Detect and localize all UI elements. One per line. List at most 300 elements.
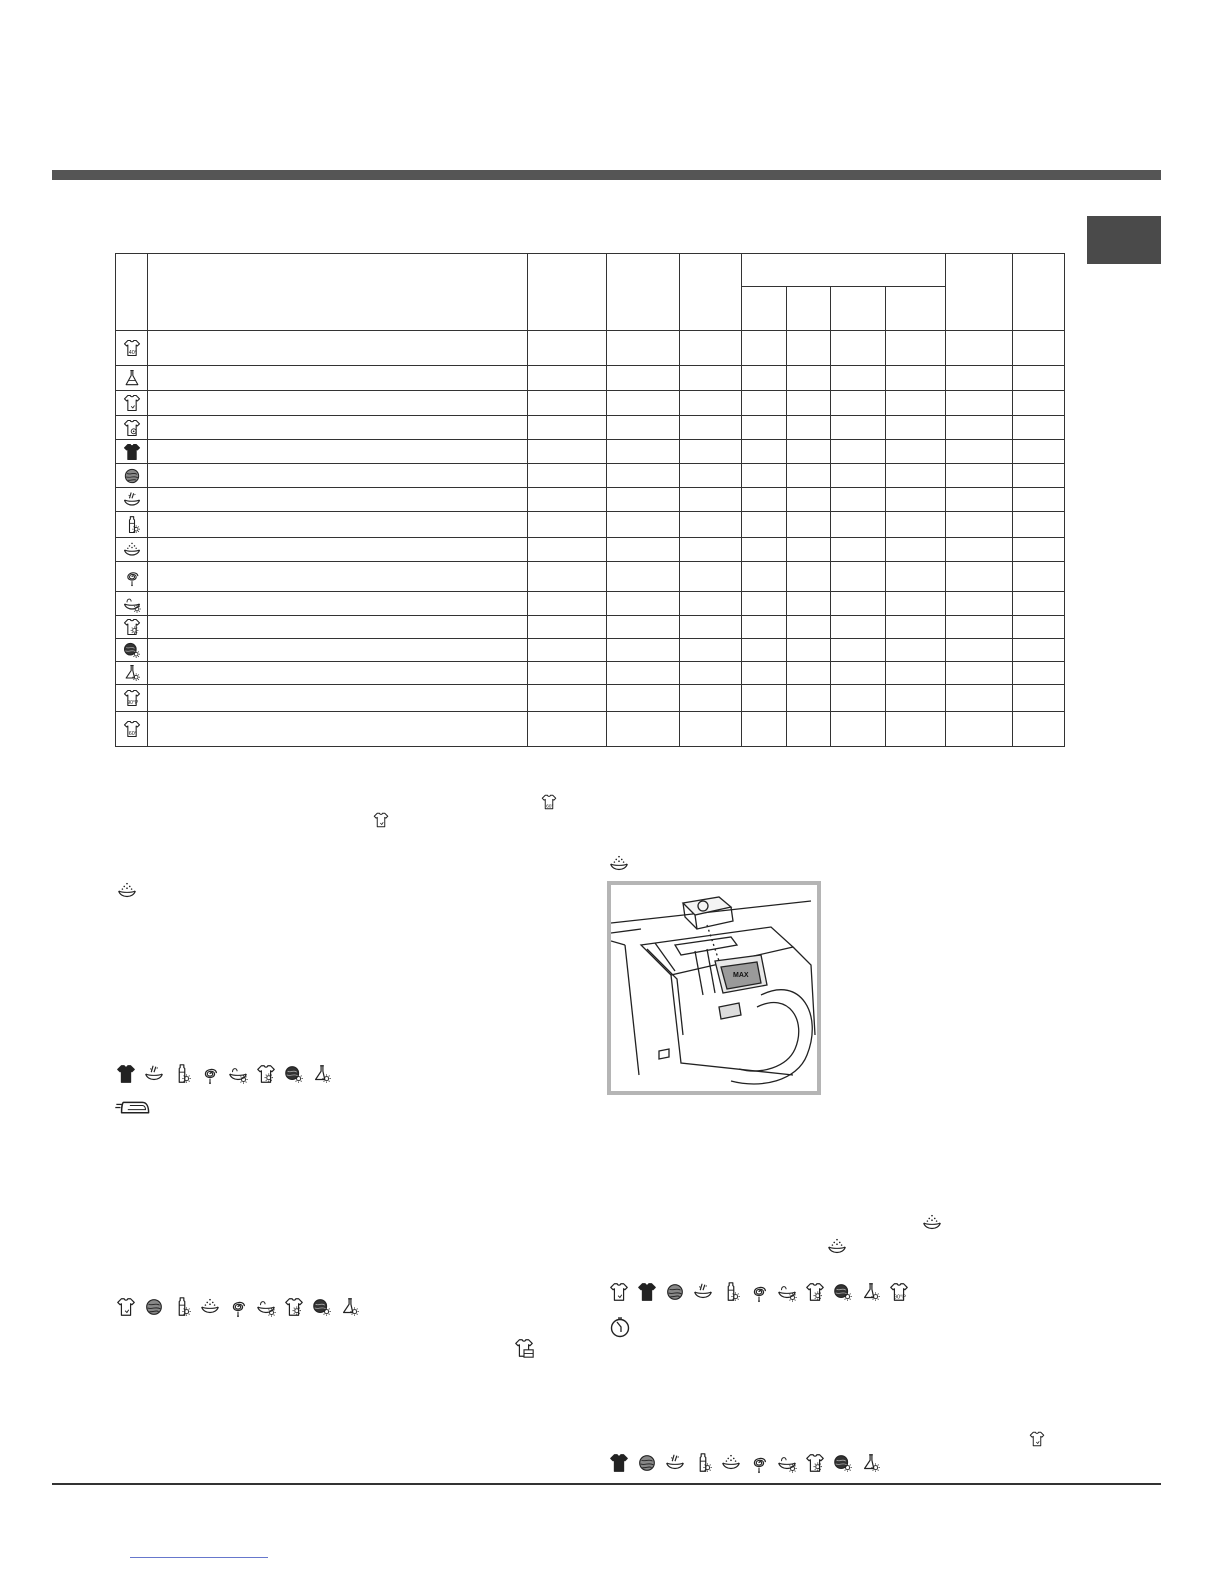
baby-bottle-icon-glyph xyxy=(171,1063,193,1085)
table-row xyxy=(116,416,1065,440)
header-subcell xyxy=(787,287,831,331)
left-icon-row-2 xyxy=(115,1296,361,1318)
baby-bottle-icon xyxy=(122,515,142,535)
flask-sun-icon-glyph xyxy=(339,1296,361,1318)
left-iron-icon-wrap xyxy=(115,1094,151,1119)
table-cell xyxy=(742,464,787,488)
flask-sun-icon-glyph xyxy=(860,1281,882,1303)
tshirt-small-icon xyxy=(372,811,390,829)
basin-drops-icon xyxy=(720,1452,742,1474)
table-cell xyxy=(528,538,607,562)
header-cell xyxy=(528,254,607,331)
table-cell xyxy=(946,331,1013,366)
table-cell xyxy=(528,440,607,464)
table-cell xyxy=(1013,538,1065,562)
table-cell xyxy=(528,512,607,538)
dark-wool-sun-icon xyxy=(832,1281,854,1303)
basin-drops-icon-glyph xyxy=(608,853,630,875)
dark-wool-sun-icon xyxy=(283,1063,305,1085)
table-cell xyxy=(148,685,528,712)
spiral-flower-icon-glyph xyxy=(748,1452,770,1474)
table-cell xyxy=(607,662,680,685)
eco-basin-icon xyxy=(776,1452,798,1474)
table-row xyxy=(116,331,1065,366)
table-row xyxy=(116,712,1065,747)
basin-hand-icon xyxy=(143,1063,165,1085)
table-cell xyxy=(946,662,1013,685)
tshirt-filled-icon xyxy=(636,1281,658,1303)
table-cell xyxy=(946,488,1013,512)
table-row xyxy=(116,662,1065,685)
tshirt-small-icon xyxy=(608,1281,630,1303)
table-cell xyxy=(680,685,742,712)
table-cell xyxy=(1013,488,1065,512)
tshirt-filled-icon xyxy=(122,442,142,462)
tshirt-60-icon-glyph xyxy=(540,793,558,811)
dark-wool-sun-icon-glyph xyxy=(832,1281,854,1303)
table-row xyxy=(116,562,1065,592)
table-cell xyxy=(742,366,787,391)
table-cell xyxy=(680,440,742,464)
table-cell xyxy=(607,440,680,464)
table-cell xyxy=(742,685,787,712)
table-cell xyxy=(831,366,886,391)
tshirt-small-icon xyxy=(115,1296,137,1318)
table-cell xyxy=(886,712,946,747)
flask-sun-icon xyxy=(311,1063,333,1085)
basin-drops-icon-glyph xyxy=(116,880,138,902)
table-cell xyxy=(680,639,742,662)
tshirt-90-p-icon-glyph xyxy=(122,688,142,708)
flask-icon xyxy=(122,368,142,388)
table-cell xyxy=(1013,639,1065,662)
table-cell xyxy=(607,416,680,440)
tshirt-small-icon-glyph xyxy=(122,393,142,413)
table-cell xyxy=(831,440,886,464)
table-cell xyxy=(148,562,528,592)
table-cell xyxy=(148,391,528,416)
tshirt-sun-icon-glyph xyxy=(255,1063,277,1085)
tshirt-filled-icon-glyph xyxy=(636,1281,658,1303)
table-cell xyxy=(886,464,946,488)
table-cell xyxy=(148,416,528,440)
tshirt-sun-icon xyxy=(804,1452,826,1474)
table-cell xyxy=(148,366,528,391)
table-row xyxy=(116,440,1065,464)
left-trailing-icon xyxy=(513,1337,535,1359)
table-cell xyxy=(607,512,680,538)
table-cell xyxy=(607,538,680,562)
table-cell xyxy=(742,512,787,538)
right-inline-icon-a xyxy=(921,1212,943,1234)
row-icon-cell xyxy=(116,464,148,488)
table-row xyxy=(116,685,1065,712)
dark-wool-sun-icon-glyph xyxy=(311,1296,333,1318)
tshirt-small-icon-glyph xyxy=(1028,1430,1046,1448)
table-cell xyxy=(528,592,607,616)
table-cell xyxy=(886,488,946,512)
header-subcell xyxy=(742,287,787,331)
flask-sun-icon-glyph xyxy=(311,1063,333,1085)
table-cell xyxy=(886,662,946,685)
table-cell xyxy=(787,538,831,562)
table-cell xyxy=(1013,712,1065,747)
table-cell xyxy=(831,391,886,416)
eco-basin-icon xyxy=(122,594,142,614)
table-cell xyxy=(831,464,886,488)
footer-link-underline[interactable] xyxy=(130,1557,268,1558)
table-cell xyxy=(680,592,742,616)
table-cell xyxy=(148,639,528,662)
table-cell xyxy=(680,366,742,391)
header-group-cell xyxy=(742,254,946,287)
table-cell xyxy=(946,685,1013,712)
table-cell xyxy=(1013,331,1065,366)
header-icon-cell xyxy=(116,254,148,331)
tshirt-pile-icon-glyph xyxy=(513,1337,535,1359)
table-cell xyxy=(787,416,831,440)
table-cell xyxy=(742,592,787,616)
tshirt-90-p-icon xyxy=(888,1281,910,1303)
table-cell xyxy=(787,464,831,488)
header-subcell xyxy=(886,287,946,331)
table-cell xyxy=(886,639,946,662)
table-cell xyxy=(831,416,886,440)
table-cell xyxy=(946,562,1013,592)
table-cell xyxy=(787,662,831,685)
header-cell xyxy=(946,254,1013,331)
table-cell xyxy=(148,662,528,685)
left-inline-icon-2 xyxy=(372,811,390,829)
basin-drops-icon xyxy=(116,880,138,902)
table-cell xyxy=(680,331,742,366)
tshirt-sun-icon-glyph xyxy=(804,1281,826,1303)
tshirt-90-p-icon xyxy=(122,688,142,708)
table-cell xyxy=(607,464,680,488)
table-cell xyxy=(831,512,886,538)
tshirt-60-icon xyxy=(122,719,142,739)
table-cell xyxy=(787,488,831,512)
table-cell xyxy=(886,440,946,464)
tshirt-sun-icon xyxy=(804,1281,826,1303)
table-cell xyxy=(886,366,946,391)
row-icon-cell xyxy=(116,662,148,685)
tshirt-filled-icon-glyph xyxy=(115,1063,137,1085)
basin-drops-icon xyxy=(921,1212,943,1234)
row-icon-cell xyxy=(116,562,148,592)
table-cell xyxy=(742,538,787,562)
table-cell xyxy=(680,416,742,440)
wool-ball-icon-glyph xyxy=(664,1281,686,1303)
basin-drops-icon xyxy=(122,540,142,560)
table-cell xyxy=(528,464,607,488)
table-cell xyxy=(1013,366,1065,391)
table-cell xyxy=(946,639,1013,662)
table-cell xyxy=(148,538,528,562)
table-cell xyxy=(1013,440,1065,464)
table-cell xyxy=(787,639,831,662)
tshirt-filled-icon xyxy=(115,1063,137,1085)
table-cell xyxy=(831,712,886,747)
table-cell xyxy=(680,391,742,416)
basin-hand-icon-glyph xyxy=(664,1452,686,1474)
timer-icon xyxy=(608,1315,632,1339)
table-cell xyxy=(831,639,886,662)
row-icon-cell xyxy=(116,331,148,366)
language-tab[interactable] xyxy=(1087,216,1161,264)
table-cell xyxy=(886,416,946,440)
table-cell xyxy=(148,592,528,616)
table-cell xyxy=(742,331,787,366)
tshirt-90-p-icon-glyph xyxy=(888,1281,910,1303)
programme-table xyxy=(115,253,1065,747)
table-cell xyxy=(1013,464,1065,488)
table-cell xyxy=(787,331,831,366)
spiral-flower-icon xyxy=(748,1452,770,1474)
table-cell xyxy=(946,440,1013,464)
table-cell xyxy=(742,712,787,747)
table-cell xyxy=(742,488,787,512)
table-cell xyxy=(680,488,742,512)
row-icon-cell xyxy=(116,416,148,440)
eco-basin-icon-glyph xyxy=(776,1281,798,1303)
baby-bottle-icon xyxy=(692,1452,714,1474)
detergent-drawer-illustration xyxy=(611,885,817,1091)
table-cell xyxy=(528,562,607,592)
table-cell xyxy=(607,562,680,592)
baby-bottle-icon xyxy=(171,1063,193,1085)
eco-basin-icon-glyph xyxy=(227,1063,249,1085)
basin-drops-icon xyxy=(608,853,630,875)
table-cell xyxy=(148,712,528,747)
table-cell xyxy=(607,592,680,616)
table-cell xyxy=(528,639,607,662)
table-cell xyxy=(946,464,1013,488)
tshirt-sun-icon-glyph xyxy=(283,1296,305,1318)
table-cell xyxy=(680,464,742,488)
header-programme-cell xyxy=(148,254,528,331)
row-icon-cell xyxy=(116,440,148,464)
table-cell xyxy=(787,592,831,616)
table-cell xyxy=(886,391,946,416)
table-cell xyxy=(831,616,886,639)
tshirt-stain-icon-glyph xyxy=(122,418,142,438)
table-cell xyxy=(946,616,1013,639)
max-label: MAX xyxy=(733,972,749,979)
table-cell xyxy=(607,488,680,512)
flask-icon-glyph xyxy=(122,368,142,388)
basin-hand-icon xyxy=(664,1452,686,1474)
table-cell xyxy=(886,512,946,538)
eco-basin-icon xyxy=(255,1296,277,1318)
left-inline-icon-1 xyxy=(540,793,558,811)
table-cell xyxy=(831,685,886,712)
table-cell xyxy=(886,592,946,616)
table-cell xyxy=(742,662,787,685)
flask-sun-icon-glyph xyxy=(122,663,142,683)
table-cell xyxy=(831,538,886,562)
top-rule xyxy=(52,170,1161,180)
baby-bottle-icon-glyph xyxy=(692,1452,714,1474)
flask-sun-icon xyxy=(860,1452,882,1474)
baby-bottle-icon xyxy=(720,1281,742,1303)
table-cell xyxy=(528,685,607,712)
table-cell xyxy=(148,440,528,464)
wool-ball-icon-glyph xyxy=(122,466,142,486)
iron-icon-glyph xyxy=(115,1094,151,1119)
table-cell xyxy=(528,662,607,685)
wool-ball-icon xyxy=(664,1281,686,1303)
table-cell xyxy=(886,538,946,562)
table-cell xyxy=(787,685,831,712)
tshirt-filled-icon-glyph xyxy=(608,1452,630,1474)
table-row xyxy=(116,366,1065,391)
basin-drops-icon-glyph xyxy=(720,1452,742,1474)
table-cell xyxy=(607,391,680,416)
table-cell xyxy=(787,391,831,416)
table-cell xyxy=(946,712,1013,747)
iron-icon xyxy=(115,1094,151,1119)
basin-drops-icon-glyph xyxy=(921,1212,943,1234)
tshirt-small-icon xyxy=(1028,1430,1046,1448)
baby-bottle-icon-glyph xyxy=(720,1281,742,1303)
table-row xyxy=(116,391,1065,416)
wool-ball-icon-glyph xyxy=(143,1296,165,1318)
table-cell xyxy=(528,331,607,366)
table-cell xyxy=(946,512,1013,538)
tshirt-sun-icon xyxy=(255,1063,277,1085)
spiral-flower-icon xyxy=(227,1296,249,1318)
row-icon-cell xyxy=(116,538,148,562)
wool-ball-icon-glyph xyxy=(636,1452,658,1474)
table-cell xyxy=(946,391,1013,416)
table-cell xyxy=(528,712,607,747)
right-trailing-icon xyxy=(1028,1430,1046,1448)
spiral-flower-icon-glyph xyxy=(227,1296,249,1318)
table-cell xyxy=(742,639,787,662)
baby-bottle-icon xyxy=(171,1296,193,1318)
table-row xyxy=(116,512,1065,538)
table-cell xyxy=(831,488,886,512)
table-cell xyxy=(946,416,1013,440)
tshirt-sun-icon xyxy=(122,617,142,637)
header-subcell xyxy=(831,287,886,331)
table-cell xyxy=(831,592,886,616)
table-cell xyxy=(607,331,680,366)
table-cell xyxy=(528,616,607,639)
table-cell xyxy=(787,512,831,538)
table-cell xyxy=(1013,616,1065,639)
header-cell xyxy=(1013,254,1065,331)
baby-bottle-icon-glyph xyxy=(171,1296,193,1318)
table-cell xyxy=(831,562,886,592)
table-cell xyxy=(886,562,946,592)
table-cell xyxy=(742,562,787,592)
row-icon-cell xyxy=(116,512,148,538)
tshirt-small-icon-glyph xyxy=(115,1296,137,1318)
tshirt-small-icon xyxy=(122,393,142,413)
table-cell xyxy=(528,366,607,391)
tshirt-filled-icon xyxy=(608,1452,630,1474)
tshirt-pile-icon xyxy=(513,1337,535,1359)
row-icon-cell xyxy=(116,639,148,662)
row-icon-cell xyxy=(116,391,148,416)
wool-ball-icon xyxy=(143,1296,165,1318)
right-inline-icon-b xyxy=(826,1236,848,1258)
baby-bottle-icon-glyph xyxy=(122,515,142,535)
row-icon-cell xyxy=(116,616,148,639)
table-cell xyxy=(148,488,528,512)
tshirt-40-icon-glyph xyxy=(122,338,142,358)
basin-hand-icon-glyph xyxy=(122,490,142,510)
table-cell xyxy=(787,562,831,592)
tshirt-60-icon xyxy=(540,793,558,811)
dark-wool-sun-icon xyxy=(311,1296,333,1318)
spiral-flower-icon-glyph xyxy=(748,1281,770,1303)
svg-text:60°: 60° xyxy=(128,730,137,737)
table-cell xyxy=(148,464,528,488)
spiral-flower-icon xyxy=(122,567,142,587)
left-icon-row-1 xyxy=(115,1063,333,1085)
basin-hand-icon xyxy=(692,1281,714,1303)
tshirt-sun-icon-glyph xyxy=(804,1452,826,1474)
table-cell xyxy=(680,562,742,592)
row-icon-cell xyxy=(116,592,148,616)
table-cell xyxy=(742,616,787,639)
table-cell xyxy=(946,538,1013,562)
right-icon-row-2 xyxy=(608,1452,882,1474)
table-cell xyxy=(742,440,787,464)
table-cell xyxy=(886,685,946,712)
row-icon-cell xyxy=(116,366,148,391)
table-cell xyxy=(886,331,946,366)
basin-drops-icon-glyph xyxy=(826,1236,848,1258)
table-cell xyxy=(787,440,831,464)
table-cell xyxy=(680,616,742,639)
table-cell xyxy=(742,391,787,416)
dark-wool-sun-icon-glyph xyxy=(832,1452,854,1474)
row-icon-cell xyxy=(116,712,148,747)
table-cell xyxy=(946,592,1013,616)
table-cell xyxy=(1013,416,1065,440)
spiral-flower-icon-glyph xyxy=(199,1063,221,1085)
table-row xyxy=(116,616,1065,639)
wool-ball-icon xyxy=(122,466,142,486)
table-cell xyxy=(607,685,680,712)
tshirt-sun-icon-glyph xyxy=(122,617,142,637)
table-cell xyxy=(148,616,528,639)
table-cell xyxy=(886,616,946,639)
spiral-flower-icon xyxy=(748,1281,770,1303)
right-timer-icon-wrap xyxy=(608,1315,632,1339)
table-cell xyxy=(1013,662,1065,685)
tshirt-small-icon-glyph xyxy=(372,811,390,829)
table-cell xyxy=(528,488,607,512)
table-cell xyxy=(1013,562,1065,592)
header-cell xyxy=(680,254,742,331)
svg-text:90°P: 90°P xyxy=(126,699,138,706)
table-cell xyxy=(607,639,680,662)
flask-sun-icon xyxy=(122,663,142,683)
eco-basin-icon-glyph xyxy=(255,1296,277,1318)
row-icon-cell xyxy=(116,488,148,512)
table-row xyxy=(116,639,1065,662)
eco-basin-icon-glyph xyxy=(776,1452,798,1474)
table-cell xyxy=(831,662,886,685)
tshirt-sun-icon xyxy=(283,1296,305,1318)
detergent-drawer-figure xyxy=(607,881,821,1095)
basin-drops-icon xyxy=(826,1236,848,1258)
